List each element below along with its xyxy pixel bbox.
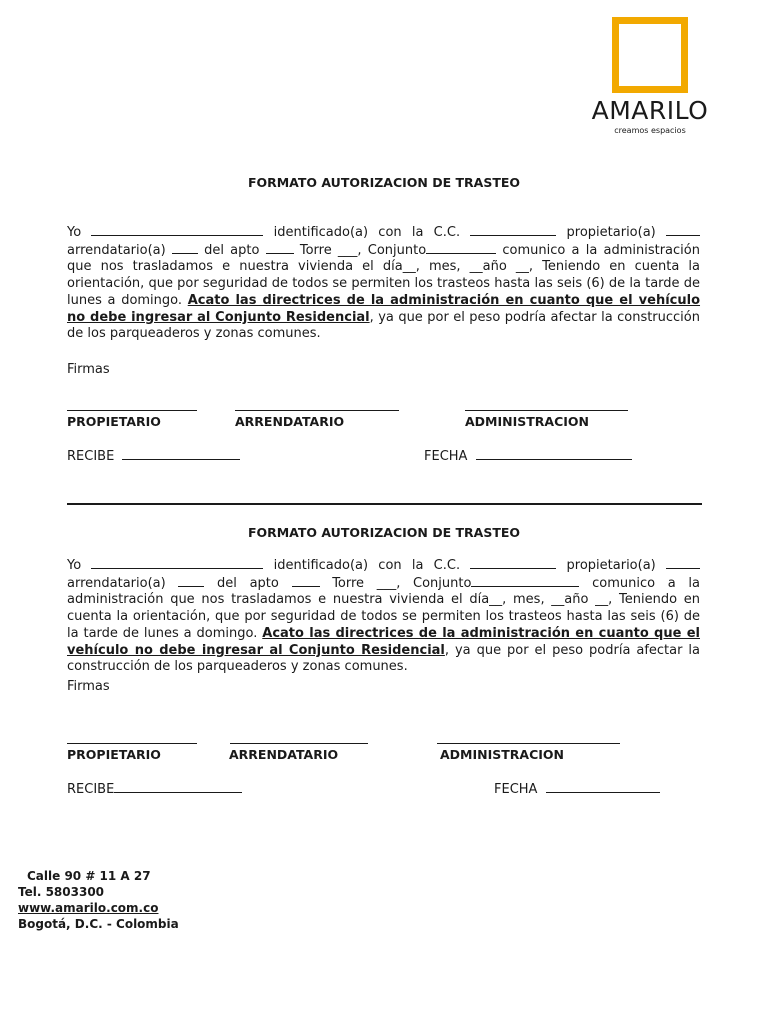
- form1-fecha-label: FECHA: [424, 449, 468, 464]
- form1-fecha-blank[interactable]: [476, 449, 632, 460]
- footer-website-link[interactable]: www.amarilo.com.co: [18, 901, 159, 915]
- form1-arrendatario-label: ARRENDATARIO: [235, 414, 345, 429]
- form2-recibe-blank[interactable]: [114, 782, 242, 793]
- logo-square-icon: [612, 17, 688, 93]
- form2-firmas-label: Firmas: [67, 679, 110, 694]
- cc-blank[interactable]: [470, 224, 556, 236]
- form2-owner-signature-line[interactable]: [67, 743, 197, 744]
- form1-admin-signature-line[interactable]: [465, 410, 628, 411]
- form2-recibe-field: [67, 782, 242, 797]
- form2-paragraph: Yo identificado(a) con la C.C. propietario(a) arrendatario(a) del apto Torre ___, Conjunto comunico a la administración que nos trasladamos e nuestra vivienda el día__, mes, __año __, Teniendo en cuenta la orientación, que por seguridad de todos se permiten los trasteos hasta las seis (6) de la tarde de lunes a domingo. Acato las directrices de la administración en cuanto que el vehículo no debe ingresar al Conjunto Residencial, ya que por el peso podría afectar la construcción de los parqueaderos y zonas comunes.: [67, 558, 700, 675]
- form2-arrendatario-label: ARRENDATARIO: [229, 747, 339, 762]
- logo-tagline: creamos espacios: [614, 126, 686, 135]
- tenant-blank[interactable]: [178, 575, 204, 587]
- form1-owner-signature-line[interactable]: [67, 410, 197, 411]
- name-blank[interactable]: [91, 557, 263, 569]
- form2-fecha-field: [494, 782, 660, 797]
- form1-title: FORMATO AUTORIZACION DE TRASTEO: [247, 175, 521, 190]
- footer-city: Bogotá, D.C. - Colombia: [18, 917, 179, 931]
- footer-address: Calle 90 # 11 A 27: [27, 869, 151, 883]
- owner-blank[interactable]: [666, 557, 700, 569]
- form2-recibe-label: RECIBE: [67, 782, 115, 797]
- form1-recibe-label: RECIBE: [67, 449, 115, 464]
- form2-fecha-label: FECHA: [494, 782, 538, 797]
- form1-bold-clause: Acato las directrices de la administración en cuanto que el vehículo no debe ingresar al Conjunto Residencial: [67, 292, 701, 325]
- form1-firmas-label: Firmas: [67, 362, 110, 377]
- form1-propietario-label: PROPIETARIO: [67, 414, 161, 429]
- form1-recibe-field: [67, 449, 240, 464]
- conjunto-blank[interactable]: [426, 242, 496, 254]
- tenant-blank[interactable]: [172, 242, 198, 254]
- form1-fecha-field: [424, 449, 632, 464]
- form2-title: FORMATO AUTORIZACION DE TRASTEO: [247, 525, 521, 540]
- footer-contact: [18, 868, 179, 932]
- form2-propietario-label: PROPIETARIO: [67, 747, 161, 762]
- footer-phone: Tel. 5803300: [18, 885, 105, 899]
- name-blank[interactable]: [91, 224, 263, 236]
- owner-blank[interactable]: [666, 224, 700, 236]
- form2-tenant-signature-line[interactable]: [230, 743, 368, 744]
- cc-blank[interactable]: [470, 557, 556, 569]
- form2-bold-clause: Acato las directrices de la administración en cuanto que el vehículo no debe ingresar al Conjunto Residencial: [67, 625, 700, 658]
- conjunto-blank[interactable]: [471, 575, 579, 587]
- form2-admin-signature-line[interactable]: [437, 743, 620, 744]
- form2-administracion-label: ADMINISTRACION: [440, 747, 564, 762]
- form1-tenant-signature-line[interactable]: [235, 410, 399, 411]
- apt-blank[interactable]: [266, 242, 294, 254]
- logo-name: AMARILO: [591, 96, 709, 125]
- apt-blank[interactable]: [292, 575, 320, 587]
- form1-administracion-label: ADMINISTRACION: [465, 414, 589, 429]
- form2-fecha-blank[interactable]: [546, 782, 660, 793]
- form1-recibe-blank[interactable]: [122, 449, 240, 460]
- section-divider: [67, 503, 702, 505]
- form1-paragraph: Yo identificado(a) con la C.C. propietario(a) arrendatario(a) del apto Torre ___, Conjunto comunico a la administración que nos trasladamos e nuestra vivienda el día__, mes, __año __, Teniendo en cuenta la orientación, que por seguridad de todos se permiten los trasteos hasta las seis (6) de la tarde de lunes a domingo. Acato las directrices de la administración en cuanto que el vehículo no debe ingresar al Conjunto Residencial, ya que por el peso podría afectar la construcción de los parqueaderos y zonas comunes.: [67, 225, 701, 342]
